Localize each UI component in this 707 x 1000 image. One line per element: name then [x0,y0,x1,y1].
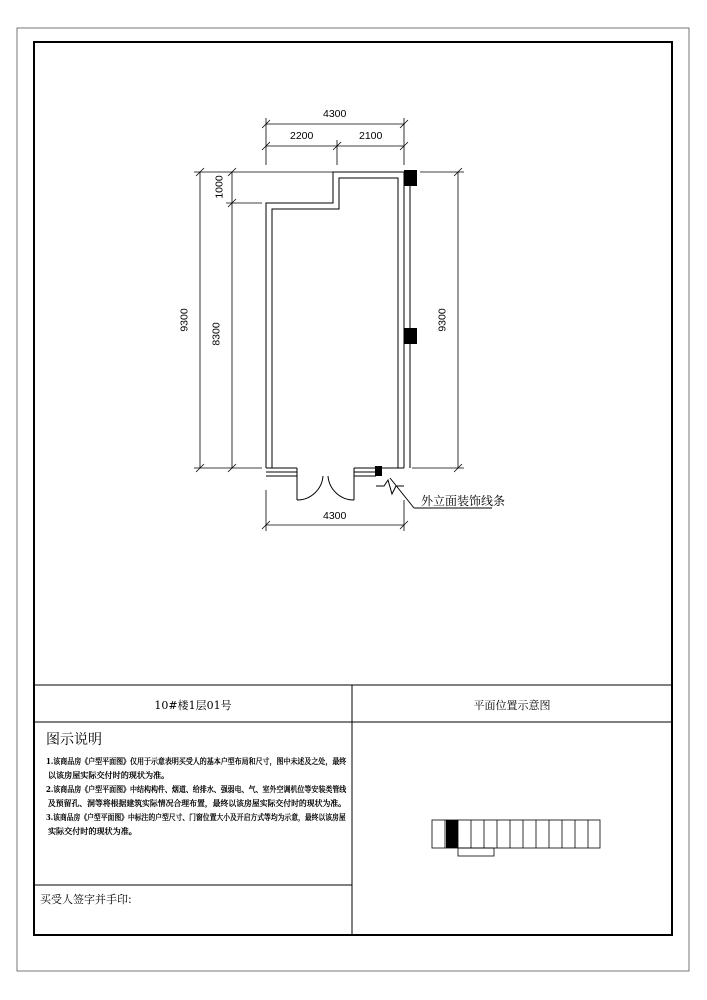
note-line: 2.该商品房《户型平面图》中结构构件、烟道、给排水、强弱电、气、室外空调机位等安装类管线 [46,784,347,794]
dim-left-top: 1000 [213,175,226,199]
facade-break-line [376,480,404,494]
location-title: 平面位置示意图 [473,699,551,712]
note-line: 以该房屋实际交付时的现状为准。 [47,770,170,780]
dimension-lines [194,118,464,531]
note-line: 实际交付时的现状为准。 [47,826,137,836]
note-line: 及预留孔、洞等将根据建筑实际情况合理布置，最终以该房屋实际交付时的现状为准。 [47,798,346,808]
annotation-leader [390,478,414,508]
dim-left-total: 9300 [178,308,191,332]
dim-top-left: 2200 [290,130,314,142]
dim-right-total: 9300 [436,308,449,332]
facade-annotation: 外立面装饰线条 [421,494,506,508]
note-line: 3.该商品房《户型平面图》中标注的户型尺寸、门窗位置大小及开启方式等均为示意，最终以该房屋 [46,812,346,822]
dim-top-right: 2100 [359,130,383,142]
door-swing-right [328,476,354,500]
notes-list [46,754,350,838]
dim-bottom-total: 4300 [323,510,347,522]
highlighted-unit [446,820,458,848]
column-mid-right [404,328,417,344]
signature-label: 买受人签字并手印: [40,893,132,906]
dim-left-main: 8300 [210,322,223,346]
note-line: 1.该商品房《户型平面图》仅用于示意表明买受人的基本户型布局和尺寸，图中未述及之处，最终 [46,756,347,766]
door-swing-left [297,476,323,500]
wall-outer-outline [266,172,404,468]
wall-inner-outline [272,178,398,468]
dim-top-total: 4300 [323,108,347,120]
notes-heading: 图示说明 [46,732,102,748]
column-bottom-right [375,466,382,476]
column-top-right [404,170,417,186]
unit-name: 10#楼1层01号 [154,699,232,712]
